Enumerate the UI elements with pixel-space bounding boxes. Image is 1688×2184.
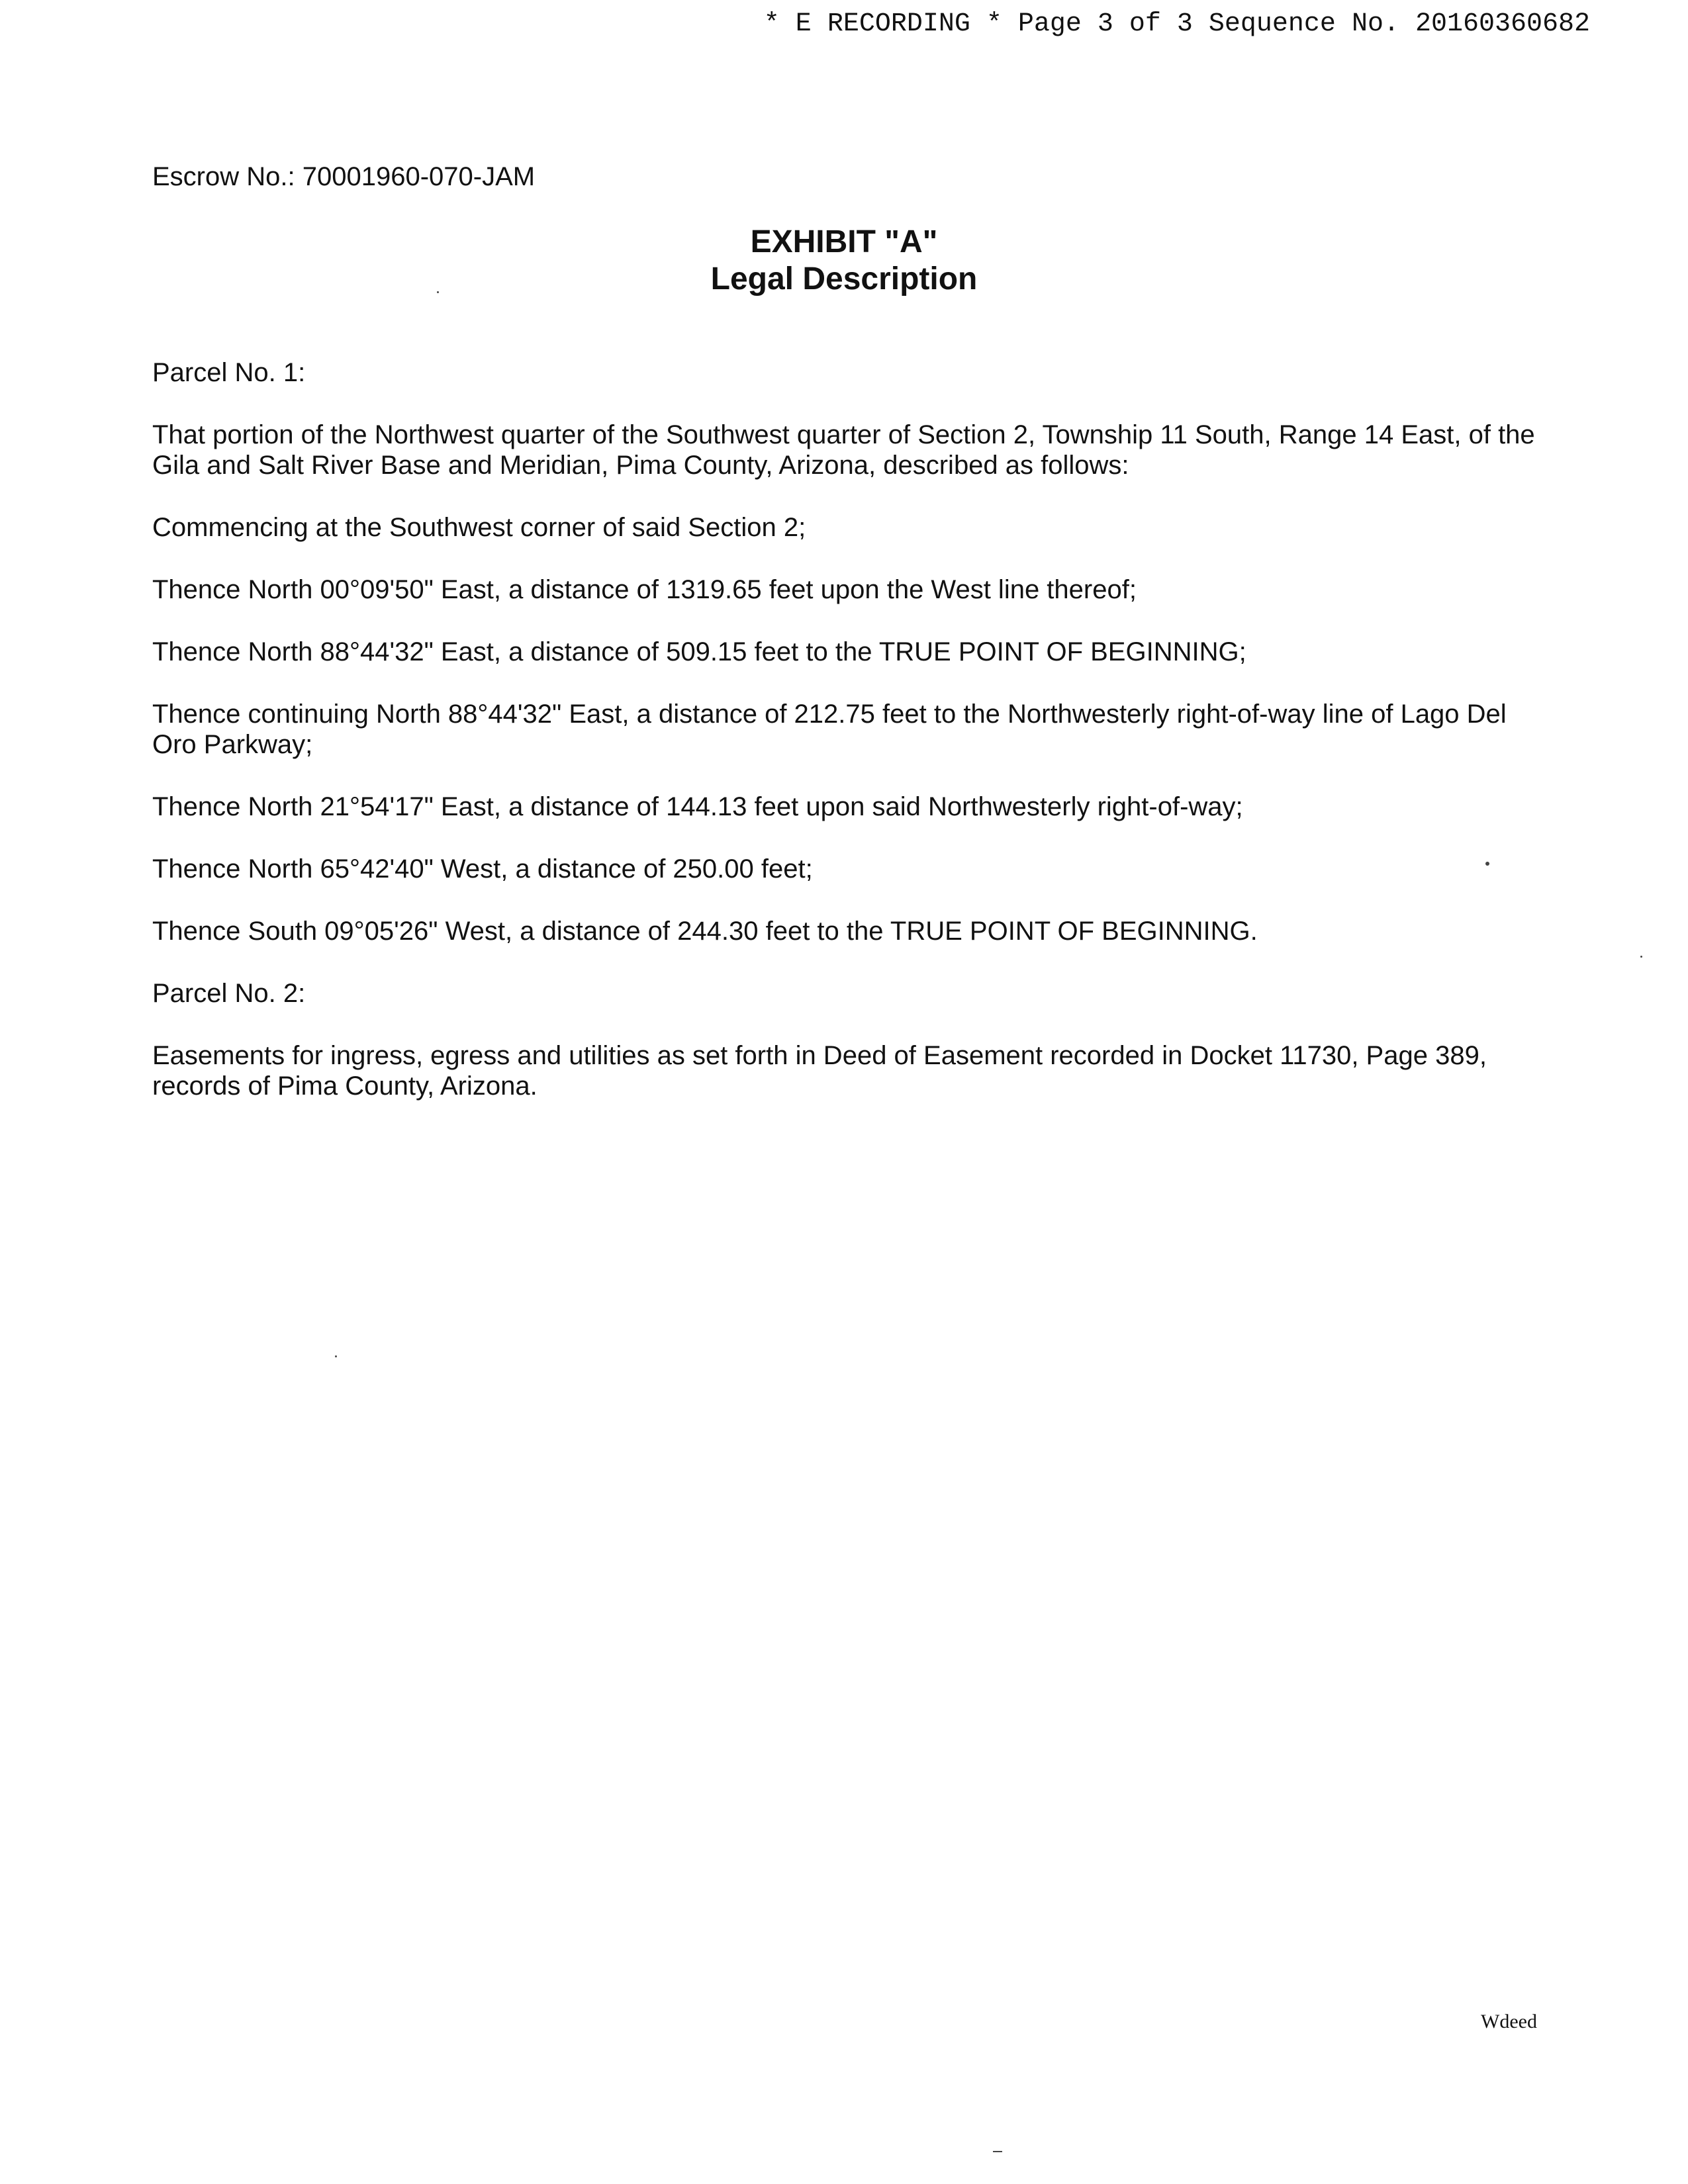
paragraph: Thence North 88°44'32" East, a distance of 509.15 feet to the TRUE POINT OF BEGINNING; xyxy=(152,637,1246,666)
parcel-2-heading: Parcel No. 2: xyxy=(152,979,306,1008)
paragraph: Commencing at the Southwest corner of said Section 2; xyxy=(152,513,806,542)
paragraph: Thence South 09°05'26" West, a distance of 244.30 feet to the TRUE POINT OF BEGINNING. xyxy=(152,917,1258,946)
scan-speck xyxy=(1640,956,1642,958)
paragraph: Thence North 00°09'50" East, a distance of 1319.65 feet upon the West line thereof; xyxy=(152,575,1137,604)
form-code: Wdeed xyxy=(1481,2011,1537,2032)
recording-stamp: * E RECORDING * Page 3 of 3 Sequence No. 20160360682 xyxy=(763,9,1590,39)
exhibit-title xyxy=(0,224,1688,298)
scan-speck xyxy=(437,291,439,293)
paragraph: Thence North 21°54'17" East, a distance of 144.13 feet upon said Northwesterly right-of-way; xyxy=(152,792,1243,821)
escrow-label: Escrow No.: xyxy=(152,162,295,191)
paragraph: Thence continuing North 88°44'32" East, a distance of 212.75 feet to the Northwesterly right-of-way line of Lago Del Oro Parkway; xyxy=(152,700,1507,759)
escrow-line xyxy=(152,161,535,192)
legal-description-heading: Legal Description xyxy=(710,261,978,296)
paragraph: Easements for ingress, egress and utilities as set forth in Deed of Easement recorded in Docket 11730, Page 389, records of Pima County, Arizona. xyxy=(152,1041,1487,1101)
escrow-number: 70001960-070-JAM xyxy=(302,162,536,191)
paragraph: That portion of the Northwest quarter of the Southwest quarter of Section 2, Township 11 South, Range 14 East, of the Gila and Salt River Base and Meridian, Pima County, Arizona, described as follows: xyxy=(152,420,1535,480)
paragraph: Thence North 65°42'40" West, a distance of 250.00 feet; xyxy=(152,854,813,884)
exhibit-heading: EXHIBIT "A" xyxy=(750,224,938,259)
legal-description-body xyxy=(152,357,1536,1133)
parcel-1-heading: Parcel No. 1: xyxy=(152,358,306,387)
scan-speck xyxy=(1485,862,1489,866)
scan-speck xyxy=(993,2151,1002,2152)
scan-speck xyxy=(335,1355,337,1357)
